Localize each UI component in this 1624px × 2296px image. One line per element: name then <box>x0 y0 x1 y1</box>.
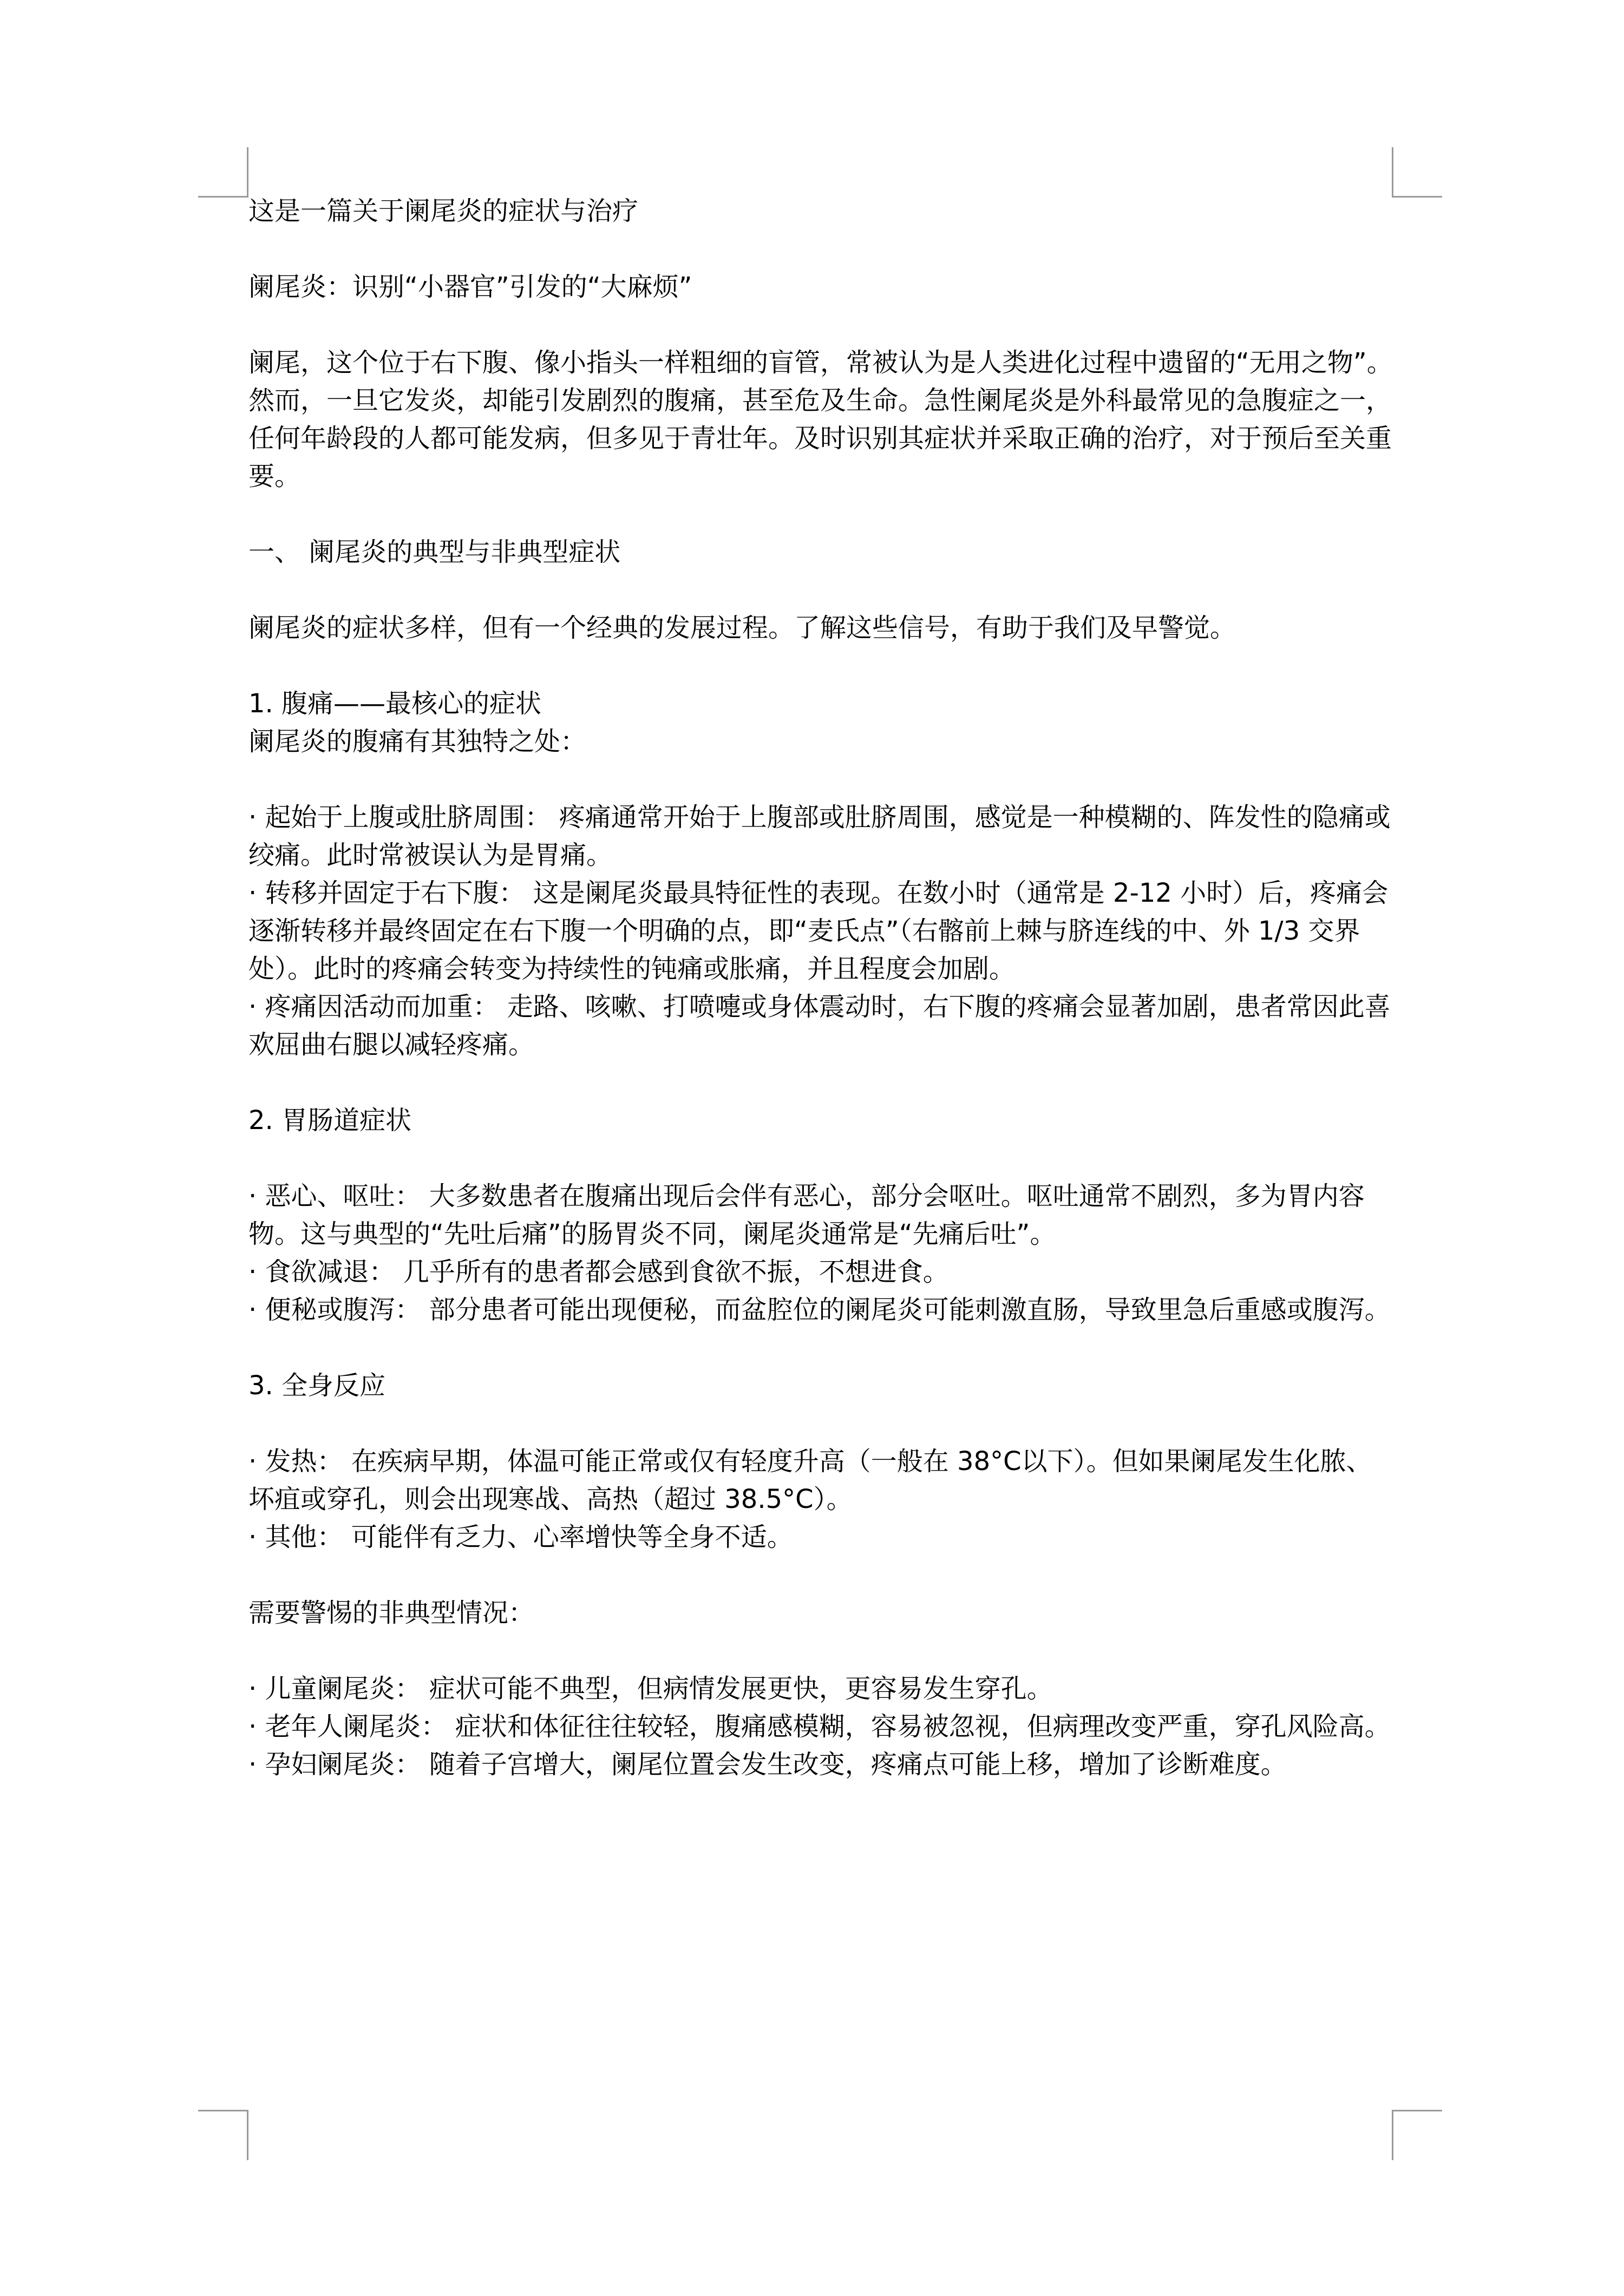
section-intro-paragraph: 阑尾炎的症状多样，但有一个经典的发展过程。了解这些信号，有助于我们及早警觉。 <box>248 613 1236 643</box>
crop-mark-top-left <box>198 147 248 198</box>
atypical-heading: 需要警惕的非典型情况： <box>248 1598 535 1628</box>
subheading-abdominal-pain: 1. 腹痛——最核心的症状 <box>248 688 542 719</box>
list-item: · 老年人阑尾炎： 症状和体征往往较轻，腹痛感模糊，容易被忽视，但病理改变严重，穿孔风险高。 <box>248 1711 1391 1742</box>
list-item: · 便秘或腹泻： 部分患者可能出现便秘，而盆腔位的阑尾炎可能刺激直肠，导致里急后重感或腹泻。 <box>248 1295 1391 1325</box>
list-item: · 其他： 可能伴有乏力、心率增快等全身不适。 <box>248 1522 793 1552</box>
list-item: · 转移并固定于右下腹： 这是阑尾炎最具特征性的表现。在数小时（通常是 2-12 小时）后，疼痛会逐渐转移并最终固定在右下腹一个明确的点，即“麦氏点”（右髂前上棘与脐连线的中、外 1/3 交界处）。此时的疼痛会转变为持续性的钝痛或胀痛，并且程度会加剧。 <box>248 878 1389 984</box>
crop-mark-top-right <box>1392 147 1442 198</box>
list-item: · 恶心、呕吐： 大多数患者在腹痛出现后会伴有恶心，部分会呕吐。呕吐通常不剧烈，多为胃内容物。这与典型的“先吐后痛”的肠胃炎不同，阑尾炎通常是“先痛后吐”。 <box>248 1181 1365 1249</box>
subheading-gi-symptoms: 2. 胃肠道症状 <box>248 1105 412 1136</box>
list-item: · 疼痛因活动而加重： 走路、咳嗽、打喷嚏或身体震动时，右下腹的疼痛会显著加剧，患者常因此喜欢屈曲右腿以减轻疼痛。 <box>248 992 1391 1060</box>
list-item: · 儿童阑尾炎： 症状可能不典型，但病情发展更快，更容易发生穿孔。 <box>248 1674 1053 1704</box>
subheading-systemic-response: 3. 全身反应 <box>248 1370 386 1401</box>
abdominal-pain-lead: 阑尾炎的腹痛有其独特之处： <box>248 726 587 757</box>
document-title: 这是一篇关于阑尾炎的症状与治疗 <box>248 196 639 226</box>
list-item: · 起始于上腹或肚脐周围： 疼痛通常开始于上腹部或肚脐周围，感觉是一种模糊的、阵发性的隐痛或绞痛。此时常被误认为是胃痛。 <box>248 802 1391 870</box>
document-body <box>248 192 1393 1783</box>
list-item: · 食欲减退： 几乎所有的患者都会感到食欲不振，不想进食。 <box>248 1257 949 1287</box>
intro-paragraph: 阑尾，这个位于右下腹、像小指头一样粗细的盲管，常被认为是人类进化过程中遗留的“无用之物”。然而，一旦它发炎，却能引发剧烈的腹痛，甚至危及生命。急性阑尾炎是外科最常见的急腹症之一，任何年龄段的人都可能发病，但多见于青壮年。及时识别其症状并采取正确的治疗，对于预后至关重要。 <box>248 347 1393 491</box>
crop-mark-bottom-left <box>198 2110 248 2160</box>
document-subtitle: 阑尾炎：识别“小器官”引发的“大麻烦” <box>248 272 692 302</box>
crop-mark-bottom-right <box>1392 2110 1442 2160</box>
section-heading-symptoms: 一、 阑尾炎的典型与非典型症状 <box>248 537 621 567</box>
list-item: · 孕妇阑尾炎： 随着子宫增大，阑尾位置会发生改变，疼痛点可能上移，增加了诊断难度。 <box>248 1749 1287 1780</box>
list-item: · 发热： 在疾病早期，体温可能正常或仅有轻度升高（一般在 38°C以下）。但如果阑尾发生化脓、坏疽或穿孔，则会出现寒战、高热（超过 38.5°C）。 <box>248 1446 1372 1514</box>
